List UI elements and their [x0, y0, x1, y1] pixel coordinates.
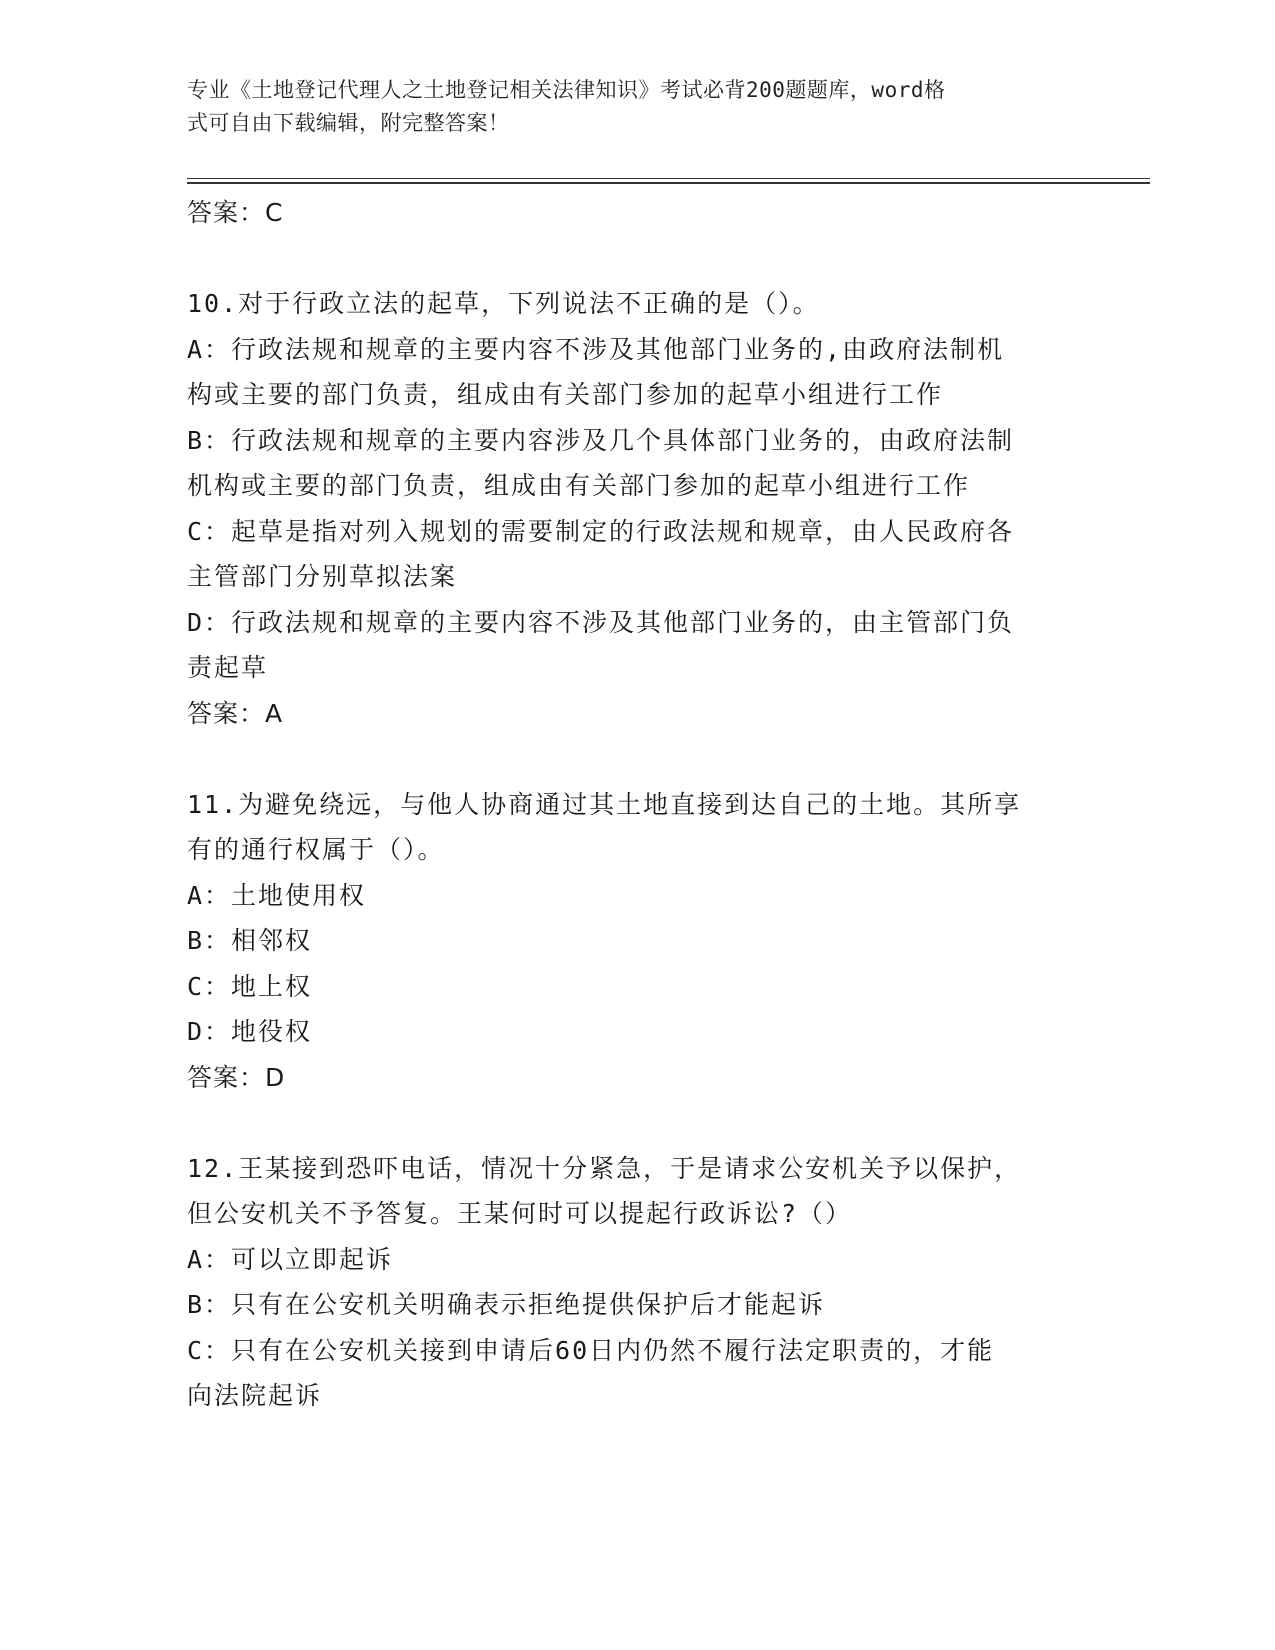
- question-stem-line-2: 有的通行权属于（）。: [187, 835, 445, 864]
- question-stem-line-2: 但公安机关不予答复。王某何时可以提起行政诉讼?（）: [187, 1199, 853, 1228]
- header-line-1: 专业《土地登记代理人之土地登记相关法律知识》考试必背200题题库，word格: [187, 78, 946, 102]
- document-header: [187, 74, 1067, 140]
- option-c: C：地上权: [187, 971, 313, 1001]
- option-b: B：相邻权: [187, 926, 313, 955]
- answer-q11: 答案：D: [187, 1062, 286, 1092]
- question-10: [187, 281, 1087, 736]
- question-12: [187, 1146, 1087, 1419]
- question-11: [187, 782, 1087, 1101]
- option-d-line-1: D：行政法规和规章的主要内容不涉及其他部门业务的，由主管部门负: [187, 607, 1015, 637]
- spacer: [187, 1100, 1087, 1146]
- spacer: [187, 736, 1087, 782]
- option-a: A：土地使用权: [187, 880, 367, 910]
- option-d-line-2: 责起草: [187, 653, 269, 682]
- option-c-line-1: C：只有在公安机关接到申请后60日内仍然不履行法定职责的，才能: [187, 1335, 995, 1365]
- option-a: A：可以立即起诉: [187, 1244, 394, 1274]
- option-a-line-2: 构或主要的部门负责，组成由有关部门参加的起草小组进行工作: [187, 380, 944, 409]
- document-body: [187, 190, 1087, 1419]
- question-stem-line-1: 11.为避免绕远，与他人协商通过其土地直接到达自己的土地。其所享: [187, 789, 1022, 819]
- header-divider-thick: [187, 182, 1150, 184]
- option-b-line-2: 机构或主要的部门负责，组成由有关部门参加的起草小组进行工作: [187, 471, 971, 500]
- spacer: [187, 236, 1087, 282]
- option-b: B：只有在公安机关明确表示拒绝提供保护后才能起诉: [187, 1290, 826, 1319]
- question-stem-line-1: 12.王某接到恐吓电话，情况十分紧急，于是请求公安机关予以保护，: [187, 1153, 1022, 1183]
- answer-q10: 答案：A: [187, 698, 284, 728]
- option-b-line-1: B：行政法规和规章的主要内容涉及几个具体部门业务的，由政府法制: [187, 425, 1015, 455]
- header-line-2: 式可自由下载编辑，附完整答案！: [187, 111, 510, 135]
- option-c-line-1: C：起草是指对列入规划的需要制定的行政法规和规章，由人民政府各: [187, 516, 1015, 546]
- answer-q9: 答案：C: [187, 198, 284, 227]
- question-stem: 10.对于行政立法的起草，下列说法不正确的是（）。: [187, 289, 820, 318]
- option-c-line-2: 向法院起诉: [187, 1381, 323, 1410]
- option-a-line-1: A：行政法规和规章的主要内容不涉及其他部门业务的,由政府法制机: [187, 334, 1005, 364]
- header-divider-thin: [187, 178, 1150, 179]
- option-c-line-2: 主管部门分别草拟法案: [187, 562, 458, 591]
- option-d: D：地役权: [187, 1017, 313, 1046]
